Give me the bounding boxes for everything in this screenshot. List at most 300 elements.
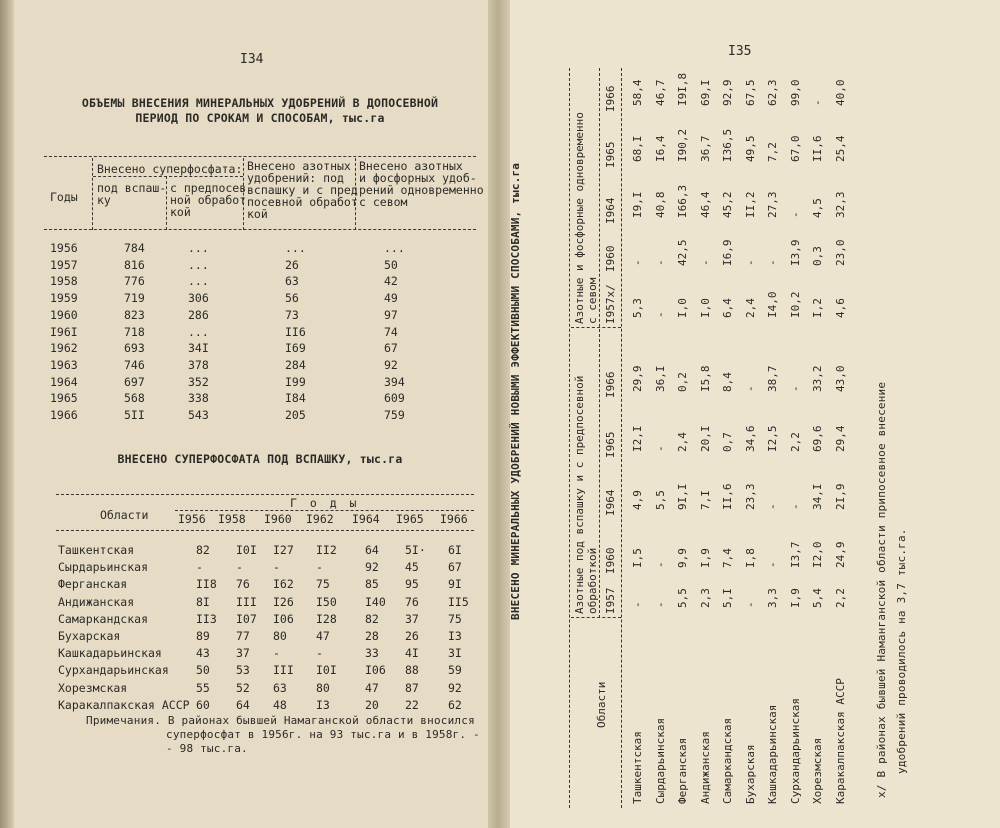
table1-cell-nitro: 56 <box>285 291 299 306</box>
table3-cell-a: 69,6 <box>811 425 824 452</box>
table3-cell-b: 5,3 <box>631 298 644 318</box>
table1-cell-combo: 92 <box>384 357 398 372</box>
table3-cell-b: - <box>811 99 824 106</box>
table2-cell-value: 8I <box>196 594 210 609</box>
table2-cell-value: 64 <box>236 697 250 712</box>
table1-cell-plough: 697 <box>124 374 145 389</box>
table3-cell-region: Самаркандская <box>721 717 734 804</box>
table1-cell-combo: 609 <box>384 391 405 406</box>
table1-group-super: Внесено суперфосфата: <box>97 162 243 176</box>
table1-cell-year: 1964 <box>50 374 78 389</box>
table3-top-rule <box>569 68 570 808</box>
table3-year-header-a: I965 <box>604 431 617 458</box>
table2-cell-value: II2 <box>316 543 337 557</box>
table3-year-header-a: I957 <box>604 587 617 614</box>
table1-cell-presow: 34I <box>188 341 209 356</box>
table3-cell-a: 29,9 <box>631 365 644 392</box>
table1-cell-combo: 67 <box>384 341 398 356</box>
table2-cell-region: Каракалпакская АССР <box>58 697 190 712</box>
table2-cell-region: Ферганская <box>58 577 128 592</box>
left-page <box>0 0 497 828</box>
table2-cell-value: 88 <box>405 663 419 678</box>
table2-cell-value: 20 <box>365 697 379 712</box>
table3-cell-b: 32,3 <box>833 191 847 218</box>
table3-cell-b: 58,4 <box>631 79 644 106</box>
table3-year-header-b: I966 <box>604 85 617 112</box>
table2-cell-value: I06 <box>273 611 294 626</box>
table3-cell-a: - <box>766 503 779 510</box>
table3-cell-b: II,6 <box>811 135 824 162</box>
table2-cell-value: 53 <box>236 663 250 678</box>
table2-note-line2: суперфосфат в 1956г. на 93 тыс.га и в 1958г. - <box>166 728 480 741</box>
table1-cell-presow: ... <box>188 274 209 289</box>
table3-cell-b: II,2 <box>743 191 757 218</box>
table2-year-header: I960 <box>264 512 292 526</box>
table1-cell-presow: ... <box>188 241 209 255</box>
table2-year-header: I962 <box>306 512 334 526</box>
table3-group-a: Азотные под вспашку и с предпосевной <box>573 375 586 614</box>
table2-cell-value: III <box>273 663 294 678</box>
table2-year-header: I966 <box>440 512 468 526</box>
table3-year-header-b: I957x/ <box>604 284 617 324</box>
table2-cell-value: I40 <box>365 594 386 609</box>
table2-cell-value: I3 <box>316 697 330 712</box>
table3-cell-b: 49,5 <box>743 135 757 162</box>
table2-year-header: I964 <box>352 512 380 526</box>
table1-cell-year: 1960 <box>50 307 78 322</box>
table2-cell-region: Ташкентская <box>58 543 135 557</box>
table2-cell-value: 50 <box>196 663 210 678</box>
table3-group-a-2: обработкой <box>586 547 599 614</box>
table1-cell-combo: 97 <box>384 307 398 322</box>
table3-cell-b: 45,2 <box>721 191 734 218</box>
table2-cell-value: 5I· <box>405 543 426 557</box>
table3-cell-b: 42,5 <box>676 239 689 266</box>
table3-cell-b: 27,3 <box>766 191 779 218</box>
table2-cell-value: I0I <box>236 543 257 557</box>
table3-cell-b: 40,8 <box>653 191 667 218</box>
table1-cell-nitro: 26 <box>285 257 299 272</box>
table2-cell-region: Хорезмская <box>58 680 128 695</box>
table2-cell-value: I50 <box>316 594 337 609</box>
table1-cell-plough: 719 <box>124 291 145 306</box>
table1-cell-presow: 338 <box>188 391 209 406</box>
table1-cell-presow: 286 <box>188 307 209 322</box>
table3-cell-a: 7,I <box>698 490 712 510</box>
table3-cell-b: I,0 <box>676 298 689 318</box>
table3-cell-region: Андижанская <box>698 731 712 804</box>
table3-cell-b: 92,9 <box>721 79 734 106</box>
table3-cell-a: - <box>788 385 802 392</box>
table2-cell-region: Сурхандарьинская <box>58 663 169 678</box>
table1-top-rule <box>44 156 476 157</box>
table3-cell-a: 9I,I <box>676 483 689 510</box>
table3-cell-b: 67,5 <box>743 79 757 106</box>
table2-cell-value: 92 <box>365 560 379 575</box>
table2-cell-value: 47 <box>316 629 330 643</box>
table1-cell-nitro: 284 <box>285 357 306 372</box>
table2-cell-value: I62 <box>273 577 294 592</box>
table2-cell-value: 60 <box>196 697 210 712</box>
table3-group-b: Азотные и фосфорные одновременно <box>573 112 586 324</box>
table1-col-nitro-5: кой <box>247 207 268 221</box>
table3-header-rule <box>621 68 622 808</box>
table3-cell-b: I90,2 <box>676 128 689 162</box>
table3-cell-a: - <box>788 503 802 510</box>
table1-cell-presow: ... <box>188 324 209 339</box>
table3-cell-b: 99,0 <box>788 79 802 106</box>
table3-cell-region: Бухарская <box>743 744 757 804</box>
table3-cell-b: 2,4 <box>743 298 757 318</box>
table1-header-rule <box>44 229 476 230</box>
book-edge <box>0 0 14 828</box>
table3-cell-a: - <box>653 601 667 608</box>
table2-cell-value: 55 <box>196 680 210 695</box>
table3-cell-a: 33,2 <box>811 365 824 392</box>
table3-cell-b: I66,3 <box>676 184 689 218</box>
table2-year-header: I965 <box>396 512 424 526</box>
table2-cell-region: Кашкадарьинская <box>58 646 162 661</box>
table2-cell-value: 47 <box>365 680 379 695</box>
table1-col-presow-2: ной обработ <box>170 193 247 207</box>
table1-cell-plough: 5II <box>124 408 145 422</box>
table1-cell-combo: 49 <box>384 291 398 306</box>
table3-cell-b: 36,7 <box>698 135 712 162</box>
table3-footnote-line1: x/ В районах бывшей Наманганской области припосевное внесение <box>875 381 888 798</box>
table3-year-header-a: I964 <box>604 489 617 516</box>
table2-cell-value: 3I <box>448 646 462 661</box>
table1-cell-year: 1963 <box>50 357 78 372</box>
table1-cell-combo: 42 <box>384 274 398 289</box>
table2-cell-value: 48 <box>273 697 287 712</box>
table2-cell-value: 62 <box>448 697 462 712</box>
table3-cell-b: 67,0 <box>788 135 802 162</box>
table3-cell-region: Хорезмская <box>811 737 824 804</box>
table2-cell-value: 28 <box>365 629 379 643</box>
table2-cell-value: - <box>236 560 243 575</box>
table2-cell-value: I28 <box>316 611 337 626</box>
table3-cell-a: I,9 <box>698 548 712 568</box>
table3-cell-b: 4,5 <box>811 198 824 218</box>
table2-note-line1: Примечания. В районах бывшей Намаганской области вносился <box>86 714 475 727</box>
table2-note-line3: - 98 тыс.га. <box>166 742 248 755</box>
table2-cell-value: 80 <box>316 680 330 695</box>
table2-year-header: I956 <box>178 512 206 526</box>
table2-cell-value: 52 <box>236 680 250 695</box>
table1-cell-year: 1959 <box>50 291 78 306</box>
table1-cell-plough: 784 <box>124 241 145 255</box>
table3-cell-a: I5,8 <box>698 365 712 392</box>
table3-cell-a: I3,7 <box>788 541 802 568</box>
table2-cell-value: I06 <box>365 663 386 678</box>
table3-cell-a: 5,I <box>721 588 734 608</box>
table2-cell-value: 45 <box>405 560 419 575</box>
table3-cell-a: 20,I <box>698 425 712 452</box>
table3-cell-a: 2I,9 <box>833 483 847 510</box>
table1-cell-year: 1958 <box>50 274 78 289</box>
table2-cell-region: Андижанская <box>58 594 135 609</box>
table2-cell-value: 4I <box>405 646 419 661</box>
table2-cell-value: - <box>196 560 203 575</box>
table2-cell-value: - <box>273 646 280 661</box>
table1-cell-plough: 693 <box>124 341 145 356</box>
table3-cell-a: I2,5 <box>766 425 779 452</box>
table3-cell-region: Кашкадарьинская <box>766 704 779 804</box>
table1-col-nitro-3: вспашку и с пред <box>247 183 358 197</box>
table3-cell-b: 46,4 <box>698 191 712 218</box>
table3-cell-b: - <box>788 211 802 218</box>
table3-cell-a: I,9 <box>788 588 802 608</box>
table3-cell-a: 5,5 <box>676 588 689 608</box>
table3-cell-a: 2,3 <box>698 588 712 608</box>
table1-cell-combo: 74 <box>384 324 398 339</box>
table2-group-years: Г о д ы <box>290 496 360 510</box>
table3-cell-b: - <box>766 259 779 266</box>
table1-cell-presow: 352 <box>188 374 209 389</box>
table2-cell-value: 26 <box>405 629 419 643</box>
table2-cell-value: 37 <box>236 646 250 661</box>
table1-cell-nitro: ... <box>285 241 306 255</box>
table3-cell-a: 5,5 <box>653 490 667 510</box>
table2-cell-region: Сырдарьинская <box>58 560 149 575</box>
table2-cell-value: 33 <box>365 646 379 661</box>
table2-cell-value: I3 <box>448 629 462 643</box>
table3-cell-b: - <box>653 311 667 318</box>
table3-year-header-b: I964 <box>604 197 617 224</box>
table3-cell-b: 0,3 <box>811 246 824 266</box>
table2-col-region: Области <box>100 508 149 522</box>
table3-footnote-line2: удобрений проводилось на 3,7 тыс.га. <box>895 528 908 774</box>
page-number-left: I34 <box>240 52 264 67</box>
rotated-table <box>497 48 1000 828</box>
table3-cell-b: I9,I <box>631 191 644 218</box>
table2-cell-value: III <box>236 594 257 609</box>
table1-cell-year: 1962 <box>50 341 78 356</box>
table3-cell-b: 62,3 <box>766 79 779 106</box>
table2-cell-value: 22 <box>405 697 419 712</box>
table2-cell-value: 85 <box>365 577 379 592</box>
table2-cell-value: 77 <box>236 629 250 643</box>
table3-year-header-b: I960 <box>604 245 617 272</box>
table2-cell-value: - <box>316 646 323 661</box>
table3-cell-a: 36,I <box>653 365 667 392</box>
table3-cell-a: - <box>743 601 757 608</box>
table1-col-plough: под вспаш- <box>97 181 167 195</box>
table3-cell-b: 23,0 <box>833 239 847 266</box>
table3-cell-a: - <box>653 561 667 568</box>
table3-cell-region: Каракалпакская АССР <box>833 678 847 804</box>
table2-cell-value: 87 <box>405 680 419 695</box>
table2-cell-value: 37 <box>405 611 419 626</box>
table3-cell-a: 5,4 <box>811 588 824 608</box>
table1-title-line2: ПЕРИОД ПО СРОКАМ И СПОСОБАМ, тыс.га <box>135 111 385 125</box>
table2-cell-value: 43 <box>196 646 210 661</box>
table2-cell-value: I27 <box>273 543 294 557</box>
table3-cell-a: 0,2 <box>676 372 689 392</box>
table1-cell-year: I96I <box>50 324 78 339</box>
table3-cell-b: I6,4 <box>653 135 667 162</box>
table3-cell-a: 34,I <box>811 483 824 510</box>
table1-col-combo-3: рений одновременно <box>359 183 484 197</box>
table3-cell-a: 29,4 <box>833 425 847 452</box>
table1-col-year: Годы <box>50 190 78 204</box>
table3-cell-a: 9,9 <box>676 548 689 568</box>
table3-cell-b: I,0 <box>698 298 712 318</box>
table1-col-presow-3: кой <box>170 205 191 219</box>
table3-cell-a: 4,9 <box>631 490 644 510</box>
table1-cell-plough: 823 <box>124 307 145 322</box>
table2-title: ВНЕСЕНО СУПЕРФОСФАТА ПОД ВСПАШКУ, тыс.га <box>117 452 403 466</box>
table2-cell-value: - <box>273 560 280 575</box>
table2-cell-value: 75 <box>316 577 330 592</box>
table2-cell-value: 76 <box>236 577 250 592</box>
table2-cell-value: 82 <box>365 611 379 626</box>
table2-cell-value: 95 <box>405 577 419 592</box>
table3-cell-a: 24,9 <box>833 541 847 568</box>
table3-cell-b: I3,9 <box>788 239 802 266</box>
table3-title: ВНЕСЕНО МИНЕРАЛЬНЫХ УДОБРЕНИЙ НОВЫМИ ЭФФЕКТИВНЫМИ СПОСОБАМИ, тыс.га <box>509 162 522 620</box>
table1-cell-plough: 746 <box>124 357 145 372</box>
table3-cell-region: Ташкентская <box>631 731 644 804</box>
table2-header-rule <box>56 530 474 531</box>
table3-cell-region: Сурхандарьинская <box>788 698 802 804</box>
table3-cell-a: 43,0 <box>833 365 847 392</box>
table3-year-header-a: I966 <box>604 371 617 398</box>
table1-cell-presow: 543 <box>188 408 209 422</box>
table1-cell-plough: 816 <box>124 257 145 272</box>
table3-cell-a: 2,2 <box>833 588 847 608</box>
table3-cell-b: 7,2 <box>766 142 779 162</box>
table3-cell-a: 38,7 <box>766 365 779 392</box>
table2-cell-value: 9I <box>448 577 462 592</box>
table3-cell-b: - <box>653 259 667 266</box>
table3-cell-b: I9I,8 <box>676 72 689 106</box>
table2-cell-value: 59 <box>448 663 462 678</box>
table3-cell-a: 23,3 <box>743 483 757 510</box>
table2-cell-value: I07 <box>236 611 257 626</box>
table3-cell-a: - <box>653 445 667 452</box>
table3-cell-a: 2,2 <box>788 432 802 452</box>
table1-cell-combo: 50 <box>384 257 398 272</box>
table1-col-nitro-2: удобрений: под <box>247 171 344 185</box>
table3-cell-a: 7,4 <box>721 548 734 568</box>
table3-cell-b: 40,0 <box>833 79 847 106</box>
table1-cell-nitro: I84 <box>285 391 306 406</box>
table1-cell-year: 1957 <box>50 257 78 272</box>
table1-cell-plough: 776 <box>124 274 145 289</box>
table3-cell-b: 69,I <box>698 79 712 106</box>
table1-cell-presow: 378 <box>188 357 209 372</box>
table2-cell-value: II8 <box>196 577 217 592</box>
table2-year-header: I958 <box>218 512 246 526</box>
table3-cell-region: Ферганская <box>676 737 689 804</box>
table1-cell-year: 1966 <box>50 408 78 422</box>
table3-cell-a: - <box>743 385 757 392</box>
table1-cell-nitro: I99 <box>285 374 306 389</box>
table2-cell-value: 67 <box>448 560 462 575</box>
table1-cell-presow: 306 <box>188 291 209 306</box>
table2-cell-value: - <box>316 560 323 575</box>
table1-col-nitro-4: посевной обработ <box>247 195 358 209</box>
table2-cell-value: I26 <box>273 594 294 609</box>
table1-col-combo: Внесено азотных <box>359 159 463 173</box>
table3-cell-a: I,8 <box>743 548 757 568</box>
table2-cell-value: II5 <box>448 594 469 609</box>
table2-cell-value: 64 <box>365 543 379 557</box>
table3-cell-b: I6,9 <box>721 239 734 266</box>
table1-cell-combo: 394 <box>384 374 405 389</box>
table3-year-header-b: I965 <box>604 141 617 168</box>
table3-cell-a: II,6 <box>721 483 734 510</box>
table1-cell-nitro: I69 <box>285 341 306 356</box>
table2-cell-value: II3 <box>196 611 217 626</box>
table3-cell-a: 2,4 <box>676 432 689 452</box>
table2-cell-value: 89 <box>196 629 210 643</box>
table3-cell-a: - <box>766 561 779 568</box>
table1-cell-combo: ... <box>384 241 405 255</box>
table3-cell-b: I36,5 <box>721 128 734 162</box>
page-number-right: I35 <box>728 44 752 59</box>
table3-cell-b: - <box>631 259 644 266</box>
table3-group-b-2: с севом <box>586 277 599 324</box>
table3-cell-b: I4,0 <box>766 291 779 318</box>
table3-cell-a: - <box>631 601 644 608</box>
table3-cell-region: Сырдарьинская <box>653 717 667 804</box>
table1-cell-plough: 718 <box>124 324 145 339</box>
table1-title-line1: ОБЪЕМЫ ВНЕСЕНИЯ МИНЕРАЛЬНЫХ УДОБРЕНИЙ В ДОПОСЕВНОЙ <box>81 96 439 110</box>
table3-col-region: Области <box>595 681 608 728</box>
table3-year-header-a: I960 <box>604 547 617 574</box>
table1-cell-nitro: 63 <box>285 274 299 289</box>
table3-cell-b: 25,4 <box>833 135 847 162</box>
table2-cell-value: 63 <box>273 680 287 695</box>
table1-cell-year: 1956 <box>50 241 78 255</box>
table3-cell-a: I,5 <box>631 548 644 568</box>
table2-cell-value: 82 <box>196 543 210 557</box>
table2-top-rule <box>56 494 474 495</box>
table3-cell-a: I2,0 <box>811 541 824 568</box>
table3-cell-b: 6,4 <box>721 298 734 318</box>
table3-cell-a: I2,I <box>631 425 644 452</box>
table1-col-plough-2: ку <box>97 193 111 207</box>
table1-cell-presow: ... <box>188 257 209 272</box>
table3-cell-b: 68,I <box>631 135 644 162</box>
table2-cell-region: Бухарская <box>58 629 121 643</box>
table1-col-combo-4: с севом <box>359 195 408 209</box>
table1-col-combo-2: и фосфорных удоб- <box>359 171 477 185</box>
table3-cell-a: 0,7 <box>721 432 734 452</box>
table2-cell-value: 92 <box>448 680 462 695</box>
table2-cell-value: I0I <box>316 663 337 678</box>
table2-cell-value: 75 <box>448 611 462 626</box>
table3-cell-a: 34,6 <box>743 425 757 452</box>
table1-cell-nitro: II6 <box>285 324 306 339</box>
table3-cell-a: 3,3 <box>766 588 779 608</box>
table1-cell-nitro: 73 <box>285 307 299 322</box>
table2-cell-value: 80 <box>273 629 287 643</box>
table1-col-nitro: Внесено азотных <box>247 159 351 173</box>
table1-col-presow: с предпосев <box>170 181 247 195</box>
table2-cell-value: 76 <box>405 594 419 609</box>
table1-cell-nitro: 205 <box>285 408 306 422</box>
table3-cell-b: - <box>743 259 757 266</box>
table1-cell-combo: 759 <box>384 408 405 422</box>
table3-cell-b: I0,2 <box>788 291 802 318</box>
table2-cell-region: Самаркандская <box>58 611 149 626</box>
table3-cell-b: - <box>698 259 712 266</box>
table3-cell-b: 4,6 <box>833 298 847 318</box>
table3-cell-a: 8,4 <box>721 372 734 392</box>
